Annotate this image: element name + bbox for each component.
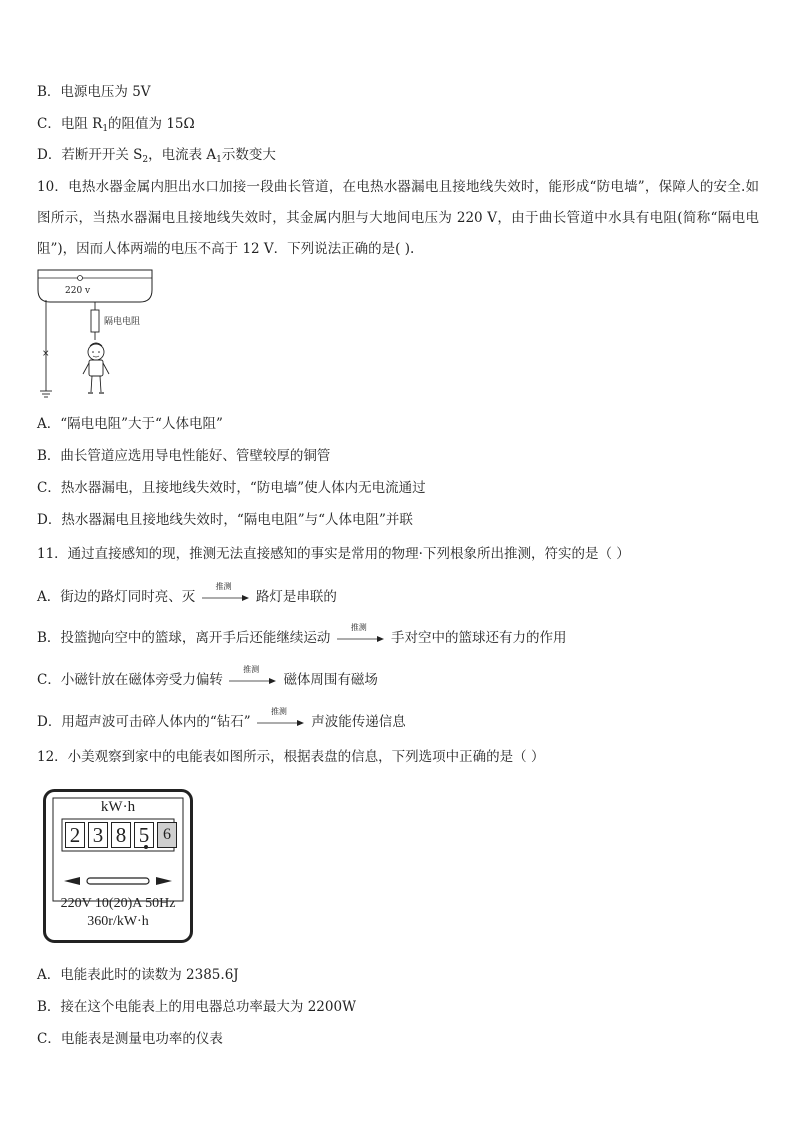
meter-digits bbox=[65, 822, 177, 848]
q11-option-c: C．小磁针放在磁体旁受力偏转 推测 磁体周围有磁场 bbox=[37, 664, 378, 688]
q12-option-b: B．接在这个电能表上的用电器总功率最大为 2200W bbox=[37, 999, 356, 1015]
q9-option-c: C．电阻 $R_1$的阻值为 15Ω bbox=[37, 116, 195, 134]
q10-option-a: A．“隔电电阻”大于“人体电阻” bbox=[37, 416, 223, 432]
meter-unit: kW·h bbox=[100, 799, 136, 815]
infer-arrow: 推测 bbox=[202, 591, 250, 605]
meter-decimal-digit: 6 bbox=[157, 822, 177, 848]
q10-option-d: D．热水器漏电且接地线失效时，“隔电电阻”与“人体电阻”并联 bbox=[37, 512, 413, 528]
svg-text:×: × bbox=[42, 349, 50, 359]
q12-option-a: A．电能表此时的读数为 2385.6J bbox=[37, 967, 239, 983]
infer-arrow: 推测 bbox=[257, 716, 305, 730]
q10-option-c: C．热水器漏电，且接地线失效时，“防电墙”使人体内无电流通过 bbox=[37, 480, 426, 496]
q11-option-b: B．投篮抛向空中的篮球，离开手后还能继续运动 推测 手对空中的篮球还有力的作用 bbox=[37, 622, 567, 646]
meter-digit: 5 bbox=[134, 822, 154, 848]
q9-option-b: B．电源电压为 5V bbox=[37, 84, 151, 100]
meter-digit: 8 bbox=[111, 822, 131, 848]
q10-figure bbox=[32, 266, 182, 406]
meter-digit: 2 bbox=[65, 822, 85, 848]
q11-option-d: D．用超声波可击碎人体内的“钻石” 推测 声波能传递信息 bbox=[37, 706, 406, 730]
meter-spec-line1: 220V 10(20)A 50Hz bbox=[60, 896, 176, 911]
resistor-label: 隔电电阻 bbox=[104, 317, 141, 327]
tank-voltage-label: 220 v bbox=[65, 286, 91, 296]
energy-meter bbox=[43, 789, 193, 943]
meter-spec-line2: 360r/kW·h bbox=[87, 914, 149, 929]
q12-option-c: C．电能表是测量电功率的仪表 bbox=[37, 1031, 223, 1047]
infer-arrow: 推测 bbox=[337, 632, 385, 646]
meter-digit: 3 bbox=[88, 822, 108, 848]
q11-stem: 11．通过直接感知的现，推测无法直接感知的事实是常用的物理·下列根象所出推测，符实的是（ ） bbox=[37, 546, 630, 562]
q10-stem: 10．电热水器金属内胆出水口加接一段曲长管道，在电热水器漏电且接地线失效时，能形成“防电墙”，保障人的安全.如图所示，当热水器漏电且接地线失效时，其金属内胆与大地间电压为 220 V，由于曲长管道中水具有电阻(简称“隔电电阻”)，因而人体两端的电压不高于 12 V．下列说法正确的是( ). bbox=[37, 179, 759, 257]
q10-option-b: B．曲长管道应选用导电性能好、管壁较厚的铜管 bbox=[37, 448, 331, 464]
infer-arrow: 推测 bbox=[229, 674, 277, 688]
q9-option-d: D．若断开开关 $S_2$，电流表 $A_1$示数变大 bbox=[37, 147, 276, 165]
q11-option-a: A．街边的路灯同时亮、灭 推测 路灯是串联的 bbox=[37, 581, 337, 605]
q12-stem: 12．小美观察到家中的电能表如图所示，根据表盘的信息，下列选项中正确的是（ ） bbox=[37, 749, 545, 765]
